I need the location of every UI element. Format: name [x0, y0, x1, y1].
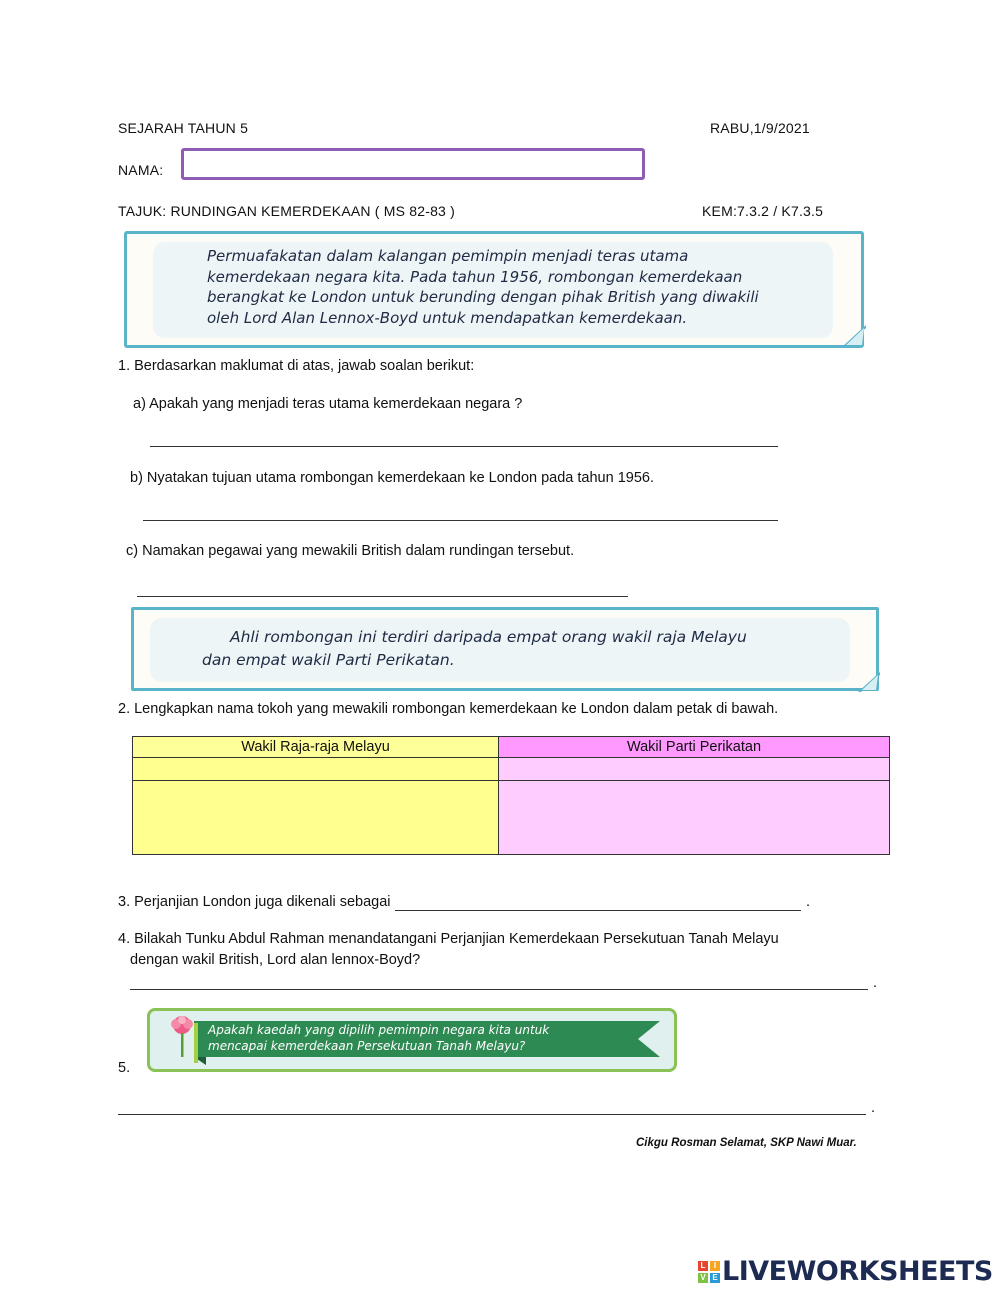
- question-5-number: 5.: [118, 1060, 131, 1076]
- passage-1-line: oleh Lord Alan Lennox-Boyd untuk mendapatkan kemerdekaan.: [207, 308, 688, 327]
- passage-box-2: [131, 607, 879, 691]
- passage-box-1: [124, 231, 864, 348]
- question-1b: b) Nyatakan tujuan utama rombongan kemerdekaan ke London pada tahun 1956.: [130, 470, 654, 486]
- kem-code: KEM:7.3.2 / K7.3.5: [702, 203, 824, 219]
- question-1a: a) Apakah yang menjadi teras utama kemerdekaan negara ?: [133, 396, 523, 412]
- logo-letter: L: [698, 1261, 708, 1271]
- question-4-end: .: [873, 975, 878, 991]
- answer-line-4[interactable]: [130, 989, 868, 990]
- passage-2-line: Ahli rombongan ini terdiri daripada empat orang wakil raja Melayu: [230, 628, 747, 646]
- col-header-perikatan: Wakil Parti Perikatan: [499, 737, 890, 758]
- brand-name: LIVEWORKSHEETS: [722, 1256, 993, 1287]
- name-label: NAMA:: [118, 162, 164, 178]
- col-header-raja: Wakil Raja-raja Melayu: [133, 737, 499, 758]
- passage-2-line: dan empat wakil Parti Perikatan.: [202, 651, 455, 669]
- passage-1-line: kemerdekaan negara kita. Pada tahun 1956, rombongan kemerdekaan: [207, 267, 743, 286]
- logo-letter: V: [698, 1273, 708, 1283]
- raja-answer-cell[interactable]: [133, 758, 499, 781]
- question-1c: c) Namakan pegawai yang mewakili British dalam rundingan tersebut.: [126, 543, 575, 559]
- question-4-line1: 4. Bilakah Tunku Abdul Rahman menandatangani Perjanjian Kemerdekaan Persekutuan Tanah Melayu: [118, 931, 779, 947]
- question-3-end: .: [806, 894, 811, 910]
- passage-1-line: berangkat ke London untuk berunding dengan pihak British yang diwakili: [207, 288, 759, 306]
- subject-title: SEJARAH TAHUN 5: [118, 120, 249, 136]
- answer-line-5[interactable]: [118, 1114, 866, 1115]
- banner-line: Apakah kaedah yang dipilih pemimpin negara kita untuk: [208, 1023, 550, 1037]
- question-2-prompt: 2. Lengkapkan nama tokoh yang mewakili rombongan kemerdekaan ke London dalam petak di bawah.: [118, 701, 779, 717]
- question-3-prompt: 3. Perjanjian London juga dikenali sebagai: [118, 894, 391, 910]
- page-fold-icon: [842, 325, 868, 349]
- answer-line-1b[interactable]: [143, 520, 778, 521]
- raja-answer-cell[interactable]: [133, 781, 499, 855]
- banner-line: mencapai kemerdekaan Persekutuan Tanah Melayu?: [208, 1039, 526, 1053]
- liveworksheets-logo[interactable]: [698, 1256, 993, 1287]
- representatives-table: [132, 736, 890, 855]
- answer-line-1c[interactable]: [137, 596, 628, 597]
- worksheet-date: RABU,1/9/2021: [710, 120, 810, 136]
- answer-line-3[interactable]: [395, 910, 801, 911]
- question-5-end: .: [871, 1100, 876, 1116]
- question-1-prompt: 1. Berdasarkan maklumat di atas, jawab soalan berikut:: [118, 358, 475, 374]
- question-5-banner: [147, 1008, 677, 1072]
- perikatan-answer-cell[interactable]: [499, 758, 890, 781]
- logo-mark-icon: [698, 1261, 720, 1283]
- teacher-signature: Cikgu Rosman Selamat, SKP Nawi Muar.: [636, 1137, 857, 1149]
- page-fold-icon: [858, 672, 882, 694]
- logo-letter: I: [710, 1261, 720, 1271]
- topic-title: TAJUK: RUNDINGAN KEMERDEKAAN ( MS 82-83 ): [118, 203, 455, 219]
- name-input[interactable]: [181, 148, 645, 180]
- logo-letter: E: [710, 1273, 720, 1283]
- answer-line-1a[interactable]: [150, 446, 778, 447]
- question-4-line2: dengan wakil British, Lord alan lennox-Boyd?: [130, 952, 421, 968]
- perikatan-answer-cell[interactable]: [499, 781, 890, 855]
- passage-1-line: Permuafakatan dalam kalangan pemimpin menjadi teras utama: [207, 247, 689, 265]
- flower-icon: [166, 1015, 198, 1059]
